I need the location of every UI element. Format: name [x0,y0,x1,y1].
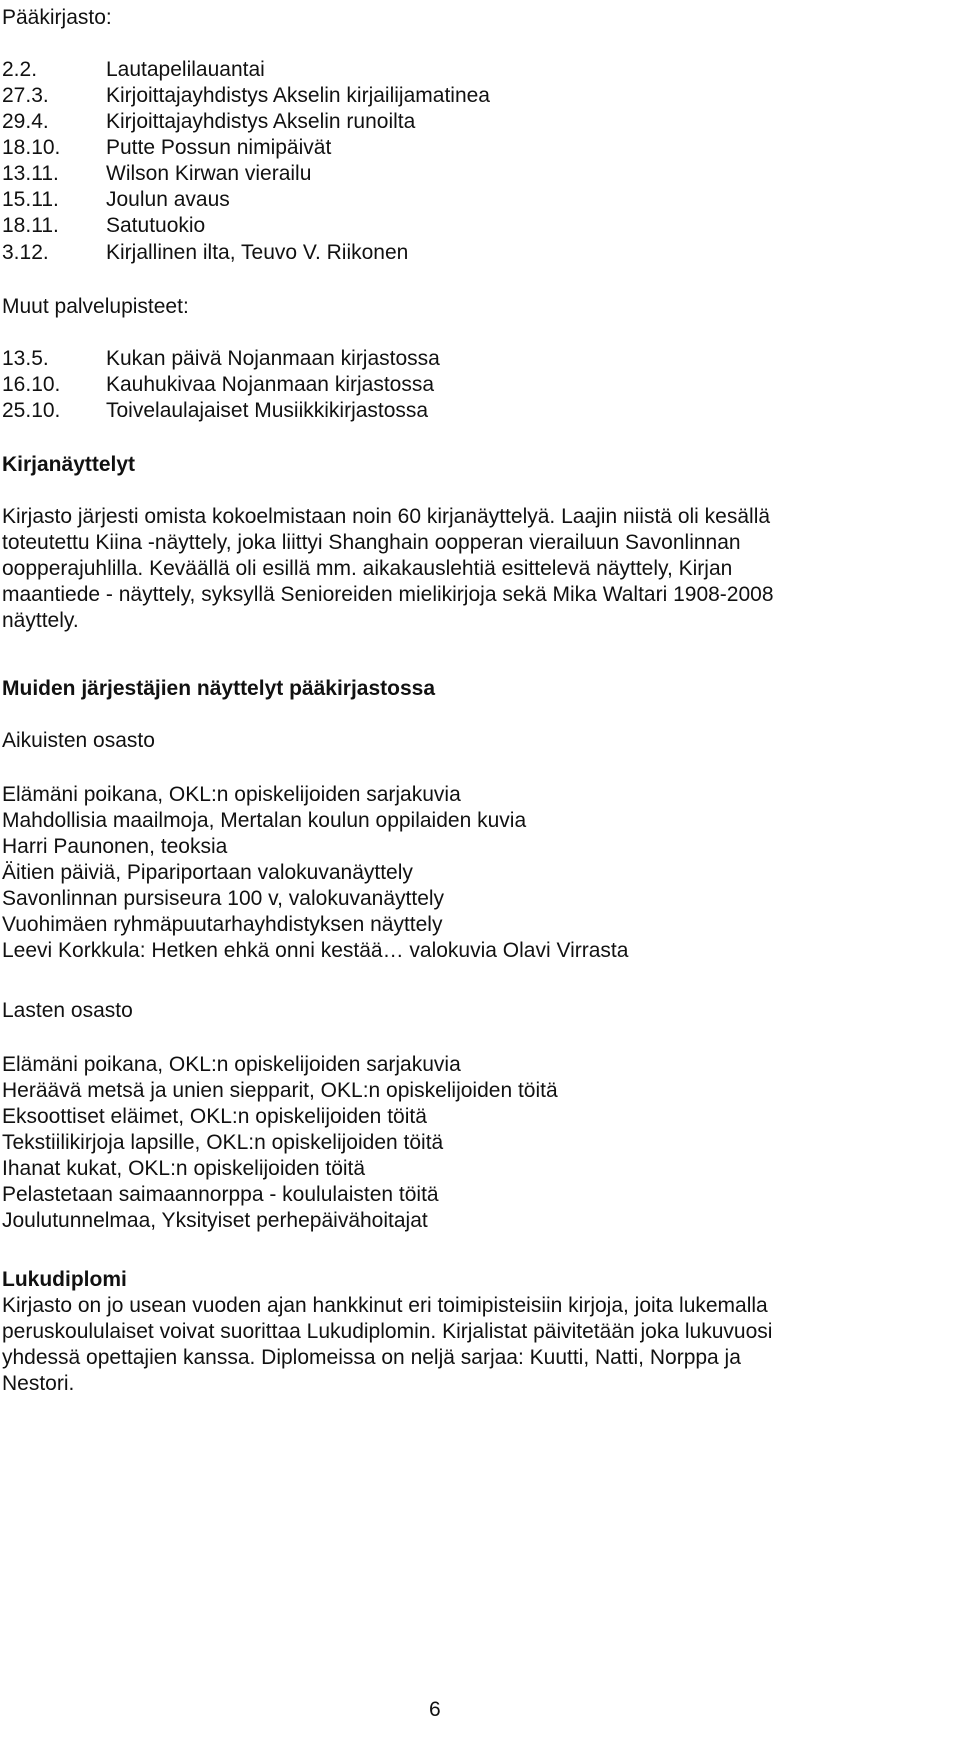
event-row [2,398,428,424]
list-item: Ihanat kukat, OKL:n opiskelijoiden töitä [2,1157,366,1180]
list-item: Äitien päiviä, Pipariportaan valokuvanäyttely [2,861,413,884]
event-row [2,346,440,372]
event-title: Kukan päivä Nojanmaan kirjastossa [106,347,440,370]
event-row [2,240,408,266]
list-item: Leevi Korkkula: Hetken ehkä onni kestää… valokuvia Olavi Virrasta [2,939,629,962]
adults-department-heading: Aikuisten osasto [2,729,155,752]
adults-exhibitions-list [2,782,954,964]
event-title: Joulun avaus [106,188,230,211]
children-exhibitions-list [2,1052,954,1234]
event-date: 16.10. [2,373,61,396]
event-row [2,83,490,109]
list-item: Joulutunnelmaa, Yksityiset perhepäivähoitajat [2,1209,428,1232]
exhibitions-paragraph [2,504,954,634]
paragraph-line: Kirjasto on jo usean vuoden ajan hankkinut eri toimipisteisiin kirjoja, joita lukemalla [2,1294,768,1317]
paragraph-line: peruskoululaiset voivat suorittaa Lukudiplomin. Kirjalistat päivitetään joka lukuvuosi [2,1320,773,1343]
event-title: Putte Possun nimipäivät [106,136,332,159]
event-row [2,161,311,187]
event-row [2,213,205,239]
paragraph-line: Kirjasto järjesti omista kokoelmistaan noin 60 kirjanäyttelyä. Laajin niistä oli kesällä [2,505,771,528]
paragraph-line: näyttely. [2,609,79,632]
paragraph-line: yhdessä opettajien kanssa. Diplomeissa on neljä sarjaa: Kuutti, Natti, Norppa ja [2,1346,741,1369]
event-date: 13.11. [2,162,59,185]
event-title: Kirjoittajayhdistys Akselin kirjailijamatinea [106,84,490,107]
event-title: Toivelaulajaiset Musiikkikirjastossa [106,399,429,422]
event-date: 18.10. [2,136,61,159]
event-date: 3.12. [2,241,49,264]
event-title: Lautapelilauantai [106,58,265,81]
event-date: 15.11. [2,188,59,211]
paragraph-line: Nestori. [2,1372,75,1395]
event-date: 29.4. [2,110,49,133]
other-points-heading: Muut palvelupisteet: [2,295,189,318]
paragraph-line: oopperajuhlilla. Keväällä oli esillä mm. aikakauslehtiä esittelevä näyttely, Kirjan [2,557,733,580]
list-item: Elämäni poikana, OKL:n opiskelijoiden sarjakuvia [2,1053,461,1076]
event-row [2,109,415,135]
reading-diploma-heading: Lukudiplomi [2,1268,127,1291]
event-date: 27.3. [2,84,49,107]
other-organizers-heading: Muiden järjestäjien näyttelyt pääkirjastossa [2,677,436,700]
event-title: Satutuokio [106,214,206,237]
page-number: 6 [429,1698,441,1721]
list-item: Pelastetaan saimaannorppa - koululaisten töitä [2,1183,439,1206]
paragraph-line: toteutettu Kiina -näyttely, joka liittyi Shanghain oopperan vierailuun Savonlinnan [2,531,741,554]
event-title: Kirjoittajayhdistys Akselin runoilta [106,110,416,133]
event-title: Kirjallinen ilta, Teuvo V. Riikonen [106,241,409,264]
event-row [2,187,230,213]
event-date: 2.2. [2,58,38,81]
event-row [2,57,265,83]
children-department-heading: Lasten osasto [2,999,133,1022]
event-date: 25.10. [2,399,61,422]
list-item: Heräävä metsä ja unien siepparit, OKL:n opiskelijoiden töitä [2,1079,558,1102]
event-row [2,135,331,161]
event-date: 13.5. [2,347,49,370]
main-library-heading: Pääkirjasto: [2,6,112,29]
list-item: Eksoottiset eläimet, OKL:n opiskelijoiden töitä [2,1105,427,1128]
list-item: Savonlinnan pursiseura 100 v, valokuvanäyttely [2,887,445,910]
list-item: Vuohimäen ryhmäpuutarhayhdistyksen näyttely [2,913,443,936]
list-item: Harri Paunonen, teoksia [2,835,228,858]
list-item: Mahdollisia maailmoja, Mertalan koulun oppilaiden kuvia [2,809,527,832]
list-item: Tekstiilikirjoja lapsille, OKL:n opiskelijoiden töitä [2,1131,444,1154]
exhibitions-heading: Kirjanäyttelyt [2,453,136,476]
paragraph-line: maantiede - näyttely, syksyllä Senioreiden mielikirjoja sekä Mika Waltari 1908-2008 [2,583,774,606]
event-title: Wilson Kirwan vierailu [106,162,312,185]
list-item: Elämäni poikana, OKL:n opiskelijoiden sarjakuvia [2,783,461,806]
event-row [2,372,434,398]
event-date: 18.11. [2,214,59,237]
event-title: Kauhukivaa Nojanmaan kirjastossa [106,373,435,396]
reading-diploma-paragraph [2,1293,954,1397]
